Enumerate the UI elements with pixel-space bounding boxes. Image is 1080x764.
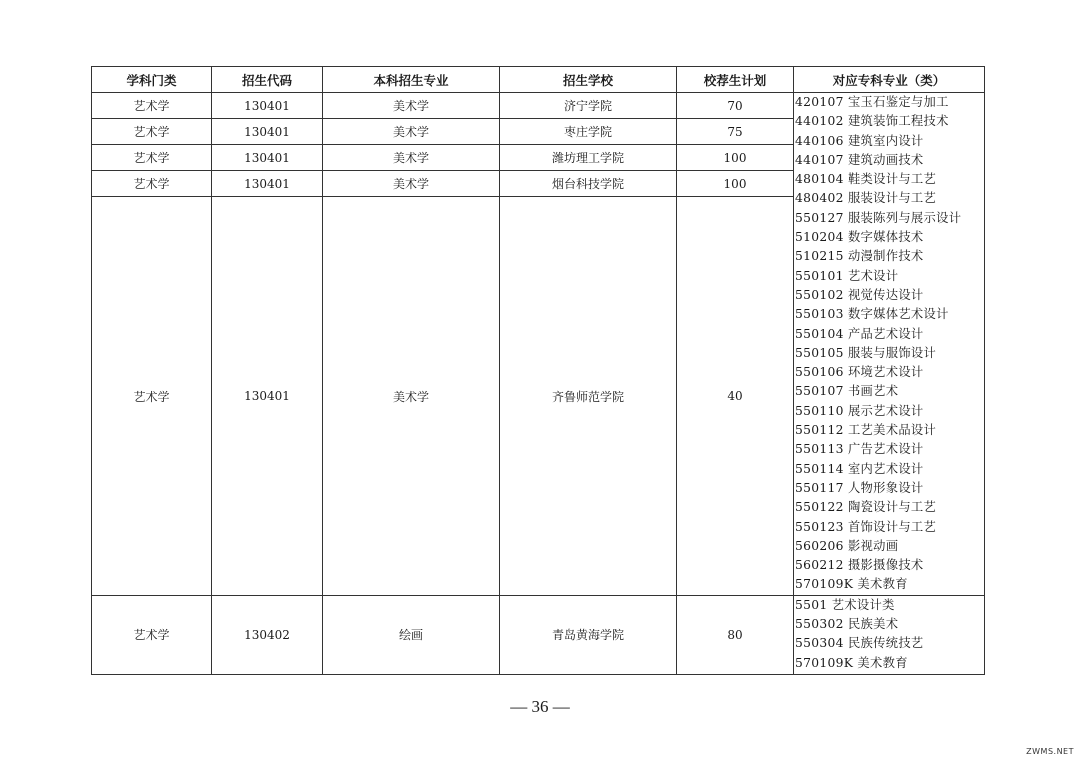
- cell-plan: 75: [677, 119, 794, 145]
- major-item: 570109K 美术教育: [795, 577, 908, 592]
- major-item: 550127 服装陈列与展示设计: [795, 210, 962, 225]
- major-item: 510204 数字媒体技术: [795, 230, 924, 245]
- cell-code: 130401: [212, 119, 323, 145]
- cell-category: 艺术学: [92, 145, 212, 171]
- major-item: 420107 宝玉石鉴定与加工: [795, 95, 949, 109]
- major-item: 560212 摄影摄像技术: [795, 558, 924, 573]
- major-item: 550114 室内艺术设计: [795, 461, 924, 476]
- major-item: 550123 首饰设计与工艺: [795, 519, 937, 534]
- header-vocational-majors: 对应专科专业（类）: [794, 67, 985, 93]
- cell-plan: 100: [677, 171, 794, 197]
- major-item: 550103 数字媒体艺术设计: [795, 307, 949, 322]
- major-item: 550104 产品艺术设计: [795, 326, 924, 341]
- major-item: 550106 环境艺术设计: [795, 365, 924, 380]
- major-item: 480402 服装设计与工艺: [795, 191, 937, 206]
- cell-major: 美术学: [323, 93, 500, 119]
- cell-major: 美术学: [323, 145, 500, 171]
- cell-plan: 70: [677, 93, 794, 119]
- cell-school: 烟台科技学院: [500, 171, 677, 197]
- header-category: 学科门类: [92, 67, 212, 93]
- major-item: 550113 广告艺术设计: [795, 442, 924, 457]
- majors-list: [794, 93, 984, 595]
- major-item: 440107 建筑动画技术: [795, 152, 924, 167]
- header-school: 招生学校: [500, 67, 677, 93]
- cell-plan: 40: [677, 197, 794, 595]
- cell-vocational-majors-group1: [794, 93, 985, 596]
- major-item: 550101 艺术设计: [795, 268, 899, 283]
- major-item: 440106 建筑室内设计: [795, 133, 924, 148]
- major-item: 550117 人物形象设计: [795, 480, 924, 495]
- major-item: 480104 鞋类设计与工艺: [795, 172, 937, 187]
- header-major: 本科招生专业: [323, 67, 500, 93]
- major-item: 550122 陶瓷设计与工艺: [795, 500, 937, 515]
- major-item: 570109K 美术教育: [795, 655, 908, 670]
- cell-major: 美术学: [323, 171, 500, 197]
- cell-school: 潍坊理工学院: [500, 145, 677, 171]
- cell-code: 130401: [212, 171, 323, 197]
- header-code: 招生代码: [212, 67, 323, 93]
- cell-plan: 80: [677, 595, 794, 674]
- cell-school: 青岛黄海学院: [500, 595, 677, 674]
- cell-category: 艺术学: [92, 197, 212, 595]
- table-row: [92, 595, 985, 674]
- cell-major: 绘画: [323, 595, 500, 674]
- table-row: [92, 93, 985, 119]
- cell-major: 美术学: [323, 197, 500, 595]
- header-plan: 校荐生计划: [677, 67, 794, 93]
- cell-category: 艺术学: [92, 119, 212, 145]
- page-number: — 36 —: [510, 697, 570, 716]
- majors-list: [794, 596, 984, 673]
- table-header-row: [92, 67, 985, 93]
- cell-school: 齐鲁师范学院: [500, 197, 677, 595]
- cell-major: 美术学: [323, 119, 500, 145]
- major-item: 550105 服装与服饰设计: [795, 345, 937, 360]
- cell-school: 枣庄学院: [500, 119, 677, 145]
- major-item: 550107 书画艺术: [795, 384, 899, 399]
- cell-plan: 100: [677, 145, 794, 171]
- enrollment-table: [91, 66, 985, 675]
- cell-school: 济宁学院: [500, 93, 677, 119]
- watermark-text: ZWMS.NET: [1026, 747, 1074, 756]
- cell-category: 艺术学: [92, 93, 212, 119]
- major-item: 440102 建筑装饰工程技术: [795, 114, 949, 129]
- cell-vocational-majors-group2: [794, 595, 985, 674]
- major-item: 550102 视觉传达设计: [795, 287, 924, 302]
- major-item: 510215 动漫制作技术: [795, 249, 924, 264]
- major-item: 550112 工艺美术品设计: [795, 423, 937, 438]
- major-item: 550110 展示艺术设计: [795, 403, 924, 418]
- cell-category: 艺术学: [92, 595, 212, 674]
- cell-code: 130402: [212, 595, 323, 674]
- cell-category: 艺术学: [92, 171, 212, 197]
- cell-code: 130401: [212, 145, 323, 171]
- major-item: 5501 艺术设计类: [795, 597, 895, 612]
- major-item: 560206 影视动画: [795, 538, 899, 553]
- major-item: 550304 民族传统技艺: [795, 636, 924, 651]
- cell-code: 130401: [212, 197, 323, 595]
- major-item: 550302 民族美术: [795, 617, 899, 632]
- cell-code: 130401: [212, 93, 323, 119]
